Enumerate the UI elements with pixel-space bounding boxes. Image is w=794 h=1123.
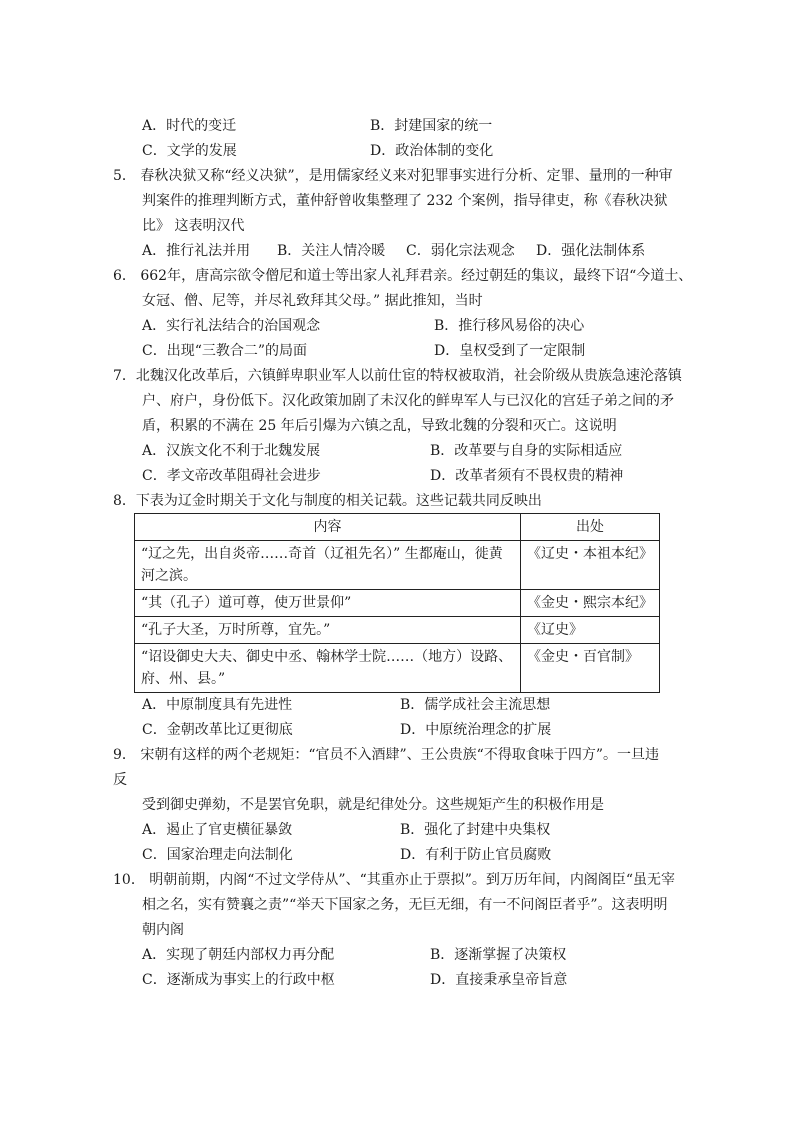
q5-stem-line-2: 判案件的推理判断方式，董仲舒曾收集整理了 232 个案例，指导律吏，称《春秋决狱 [142,193,668,209]
q5-option-c: C．弱化宗法观念 [406,243,515,259]
q7-option-b: B．改革要与自身的实际相适应 [430,443,623,459]
table-cell-source: 《金史・百官制》 [521,644,660,693]
q5-option-a: A．推行礼法并用 [142,243,251,259]
q9-stem-line-3: 受到御史弹劾，不是罢官免职，就是纪律处分。这些规矩产生的积极作用是 [142,797,604,813]
q4-option-d: D．政治体制的变化 [370,143,494,159]
table-cell-source: 《辽史》 [521,617,660,644]
q6-option-a: A．实行礼法结合的治国观念 [142,318,321,334]
q8-option-b: B．儒学成社会主流思想 [400,697,551,713]
q5-stem-line-1: 5． 春秋决狱又称“经义决狱”，是用儒家经义来对犯罪事实进行分析、定罪、量刑的一种审 [113,168,673,184]
q5-option-b: B．关注人情冷暖 [277,243,386,259]
q10-option-d: D．直接秉承皇帝旨意 [430,972,568,988]
q7-option-c: C．孝文帝改革阻碍社会进步 [142,468,321,484]
table-cell-content: “其（孔子）道可尊，使万世景仰” [135,590,521,617]
table-cell-source: 《金史・熙宗本纪》 [521,590,660,617]
q8-option-d: D．中原统治理念的扩展 [400,722,552,738]
table-cell-content: “辽之先，出自炎帝……奇首（辽祖先名）” 生都庵山，徙黄河之滨。 [135,541,521,590]
q7-stem-line-2: 户、府户，身份低下。汉化政策加剧了未汉化的鲜卑军人与已汉化的宫廷子弟之间的矛 [142,393,674,409]
q10-stem-line-1: 10． 明朝前期，内阁“不过文学侍从”、“其重亦止于票拟”。到万历年间，内阁阁臣“虽无宰 [113,872,676,888]
q8-stem-line-1: 8．下表为辽金时期关于文化与制度的相关记载。这些记载共同反映出 [113,493,542,509]
q7-option-a: A．汉族文化不利于北魏发展 [142,443,321,459]
q6-option-d: D．皇权受到了一定限制 [434,343,586,359]
q9-stem-line-2: 反 [113,772,127,788]
table-cell-content: “诏设御史大夫、御史中丞、翰林学士院……（地方）设路、府、州、县。” [135,644,521,693]
table-cell-source: 《辽史・本祖本纪》 [521,541,660,590]
q4-option-c: C．文学的发展 [142,143,237,159]
q9-option-b: B．强化了封建中央集权 [400,822,551,838]
q5-option-d: D．强化法制体系 [536,243,646,259]
q6-stem-line-2: 女冠、僧、尼等，并尽礼致拜其父母。” 据此推知，当时 [142,293,483,309]
q6-stem-line-1: 6． 662年，唐高宗欲令僧尼和道士等出家人礼拜君亲。经过朝廷的集议，最终下诏“今道士、 [113,268,693,284]
q7-stem-line-3: 盾，积累的不满在 25 年后引爆为六镇之乱，导致北魏的分裂和灭亡。这说明 [142,418,617,434]
table-header-source: 出处 [521,514,660,541]
q8-reference-table [134,513,660,693]
q5-stem-line-3: 比》 这表明汉代 [142,218,245,234]
q6-option-c: C．出现“三教合二”的局面 [142,343,308,359]
q10-stem-line-3: 朝内阁 [142,922,184,938]
q9-option-c: C．国家治理走向法制化 [142,847,293,863]
table-header-row [135,514,660,541]
table-row [135,541,660,590]
q10-option-b: B．逐渐掌握了决策权 [430,947,567,963]
table-row [135,590,660,617]
q7-stem-line-1: 7．北魏汉化改革后，六镇鲜卑职业军人以前仕宦的特权被取消，社会阶级从贵族急速沦落镇 [113,368,682,384]
q4-option-b: B．封建国家的统一 [370,118,493,134]
q6-option-b: B．推行移风易俗的决心 [434,318,585,334]
q8-option-c: C．金朝改革比辽更彻底 [142,722,293,738]
q7-option-d: D．改革者须有不畏权贵的精神 [430,468,624,484]
table-header-content: 内容 [135,514,521,541]
table-row [135,644,660,693]
q9-option-a: A．遏止了官吏横征暴敛 [142,822,293,838]
q4-option-a: A．时代的变迁 [142,118,237,134]
q9-option-d: D．有利于防止官员腐败 [400,847,552,863]
q10-option-a: A．实现了朝廷内部权力再分配 [142,947,335,963]
q9-stem-line-1: 9． 宋朝有这样的两个老规矩：“官员不入酒肆”、王公贵族“不得取食味于四方”。一旦违 [113,747,659,763]
table-cell-content: “孔子大圣，万时所尊，宜先。” [135,617,521,644]
q10-stem-line-2: 相之名，实有赞襄之责”“举天下国家之务，无巨无细，有一不问阁臣者乎”。这表明明 [142,897,668,913]
q8-option-a: A．中原制度具有先进性 [142,697,293,713]
q10-option-c: C．逐渐成为事实上的行政中枢 [142,972,335,988]
table-row [135,617,660,644]
